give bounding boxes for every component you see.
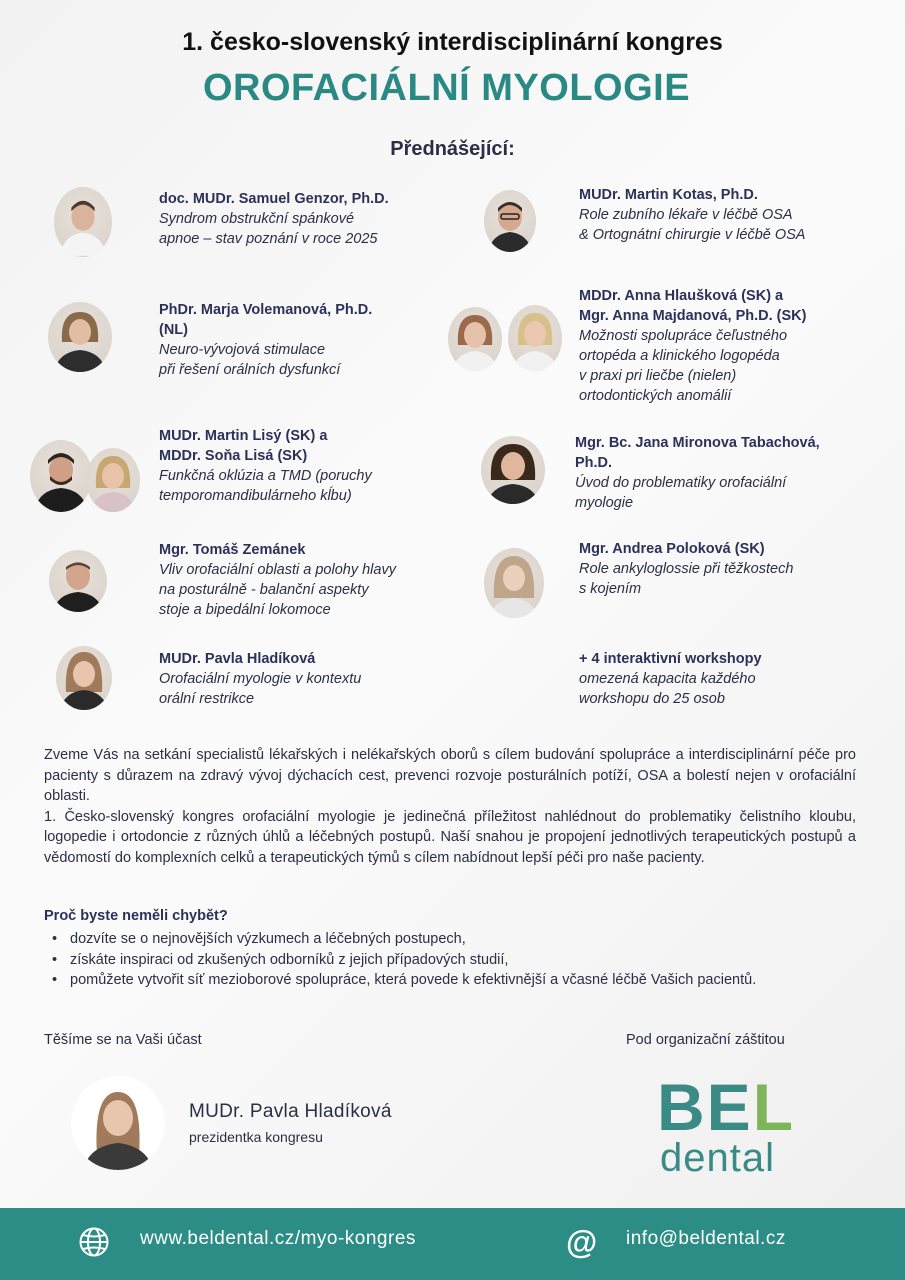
speaker-topic: temporomandibulárneho kĺbu) [159,488,352,504]
speakers-heading: Přednášející: [390,138,515,160]
why-list [48,929,856,991]
speaker-topic: Úvod do problematiky orofaciální [575,475,787,491]
speaker-topic: Neuro-vývojová stimulace [159,342,326,358]
speaker-volemanova [159,300,449,380]
closing-text: Těšíme se na Vaši účast [44,1032,202,1048]
president-role: prezidentka kongresu [189,1129,323,1145]
logo-dental-text: dental [660,1136,775,1180]
congress-title: OROFACIÁLNÍ MYOLOGIE [202,67,691,109]
speaker-photo-hladikova [56,646,112,710]
speaker-topic: na posturálně - balanční aspekty [159,582,369,598]
speaker-name: Mgr. Bc. Jana Mironova Tabachová, [575,435,820,451]
email-link[interactable]: info@beldental.cz [626,1228,786,1249]
speaker-name: Mgr. Andrea Poloková (SK) [579,541,765,557]
footer-bar [0,1208,905,1280]
speaker-name: Mgr. Anna Majdanová, Ph.D. (SK) [579,308,807,324]
workshops-note: workshopu do 25 osob [579,691,725,707]
speaker-name: MUDr. Martin Lisý (SK) a [159,428,328,444]
speaker-genzor [159,189,449,249]
speaker-topic: s kojením [579,581,642,597]
speaker-topic: apnoe – stav poznání v roce 2025 [159,231,378,247]
speaker-photo-lisa [86,448,140,512]
workshops-title: + 4 interaktivní workshopy [579,651,762,667]
workshops-info [579,649,879,709]
logo-bel-text: BE [657,1070,753,1144]
speaker-photo-zemanek [49,550,107,612]
intro-paragraph-2: 1. Česko-slovenský kongres orofaciální myologie je jedinečná příležitost nahlédnout do problematiky čelistního kloubu, logopedie i ortodoncie z různých úhlů a léčebných postupů. Naší snahou je propojení jednotlivých terapeutických postupů a vědomostí do komplexních celků a terapeutických týmů s cílem nabídnout lepší péči pro naše pacienty. [44,808,856,866]
speaker-name: MUDr. Pavla Hladíková [159,651,316,667]
workshops-note: omezená kapacita každého [579,671,756,687]
speaker-topic: Role zubního lékaře v léčbě OSA [579,207,793,223]
speaker-photo-lisy [30,440,92,512]
speaker-mironova [575,433,880,513]
president-photo [71,1076,165,1170]
speaker-photo-hlauskova [448,307,502,371]
intro-text [44,745,856,868]
speaker-name: PhDr. Marja Volemanová, Ph.D. [159,302,373,318]
speaker-topic: Možnosti spolupráce čeľustného [579,328,788,344]
speaker-name: doc. MUDr. Samuel Genzor, Ph.D. [159,191,389,207]
patronage-text: Pod organizační záštitou [626,1032,785,1048]
speaker-name: Ph.D. [575,455,613,471]
website-link[interactable]: www.beldental.cz/myo-kongres [140,1228,416,1249]
speaker-topic: ortodontických anomálií [579,388,732,404]
speaker-name: Mgr. Tomáš Zemánek [159,542,306,558]
speaker-photo-volemanova [48,302,112,372]
speaker-photo-majdanova [508,305,562,371]
president-name: MUDr. Pavla Hladíková [189,1101,392,1122]
list-item: • pomůžete vytvořit síť mezioborové spolupráce, která povede k efektivnější a včasné léčbě Vašich pacientů. [48,970,856,991]
speaker-zemanek [159,540,459,620]
speaker-topic: ortopéda a klinického logopéda [579,348,780,364]
speaker-name: MDDr. Anna Hlaušková (SK) a [579,288,784,304]
speaker-topic: Role ankyloglossie při těžkostech [579,561,794,577]
speaker-topic: myologie [575,495,634,511]
speaker-topic: při řešení orálních dysfunkcí [159,362,341,378]
speaker-topic: Vliv orofaciální oblasti a polohy hlavy [159,562,396,578]
speaker-topic: stoje a bipedální lokomoce [159,602,331,618]
congress-subtitle: 1. česko-slovenský interdisciplinární kongres [182,28,723,56]
speaker-name: MUDr. Martin Kotas, Ph.D. [579,187,758,203]
speaker-kotas [579,185,879,245]
speaker-polokova [579,539,879,599]
speaker-topic: & Ortognátní chirurgie v léčbě OSA [579,227,806,243]
speaker-lisy-lisa [159,426,449,506]
speaker-name: (NL) [159,322,188,338]
at-sign-icon: @ [566,1224,598,1260]
logo-l-text: L [752,1070,796,1144]
speaker-topic: Orofaciální myologie v kontextu [159,671,362,687]
speaker-photo-kotas [484,190,536,252]
speaker-topic: Syndrom obstrukční spánkové [159,211,355,227]
list-item: • dozvíte se o nejnovějších výzkumech a léčebných postupech, [48,929,856,950]
speaker-topic: Funkčná oklúzia a TMD (poruchy [159,468,372,484]
speaker-topic: orální restrikce [159,691,255,707]
globe-icon [78,1226,110,1258]
speaker-hlauskova-majdanova [579,286,879,406]
intro-paragraph-1: Zveme Vás na setkání specialistů lékařských i nelékařských oborů s cílem budování spolupráce a interdisciplinární péče pro pacienty s důrazem na zdravý vývoj dýchacích cest, prevenci rozvoje posturálních potíží, OSA a bolestí nejen v orofaciální oblasti. [44,747,856,804]
speaker-photo-mironova [481,436,545,504]
beldental-logo [657,1070,796,1144]
speaker-photo-polokova [484,548,544,618]
speaker-topic: v praxi pri liečbe (nielen) [579,368,737,384]
speaker-hladikova [159,649,449,709]
list-item: • získáte inspiraci od zkušených odborníků z jejich případových studií, [48,950,856,971]
speaker-name: MDDr. Soňa Lisá (SK) [159,448,308,464]
why-heading: Proč byste neměli chybět? [44,908,228,924]
speaker-photo-genzor [54,187,112,257]
